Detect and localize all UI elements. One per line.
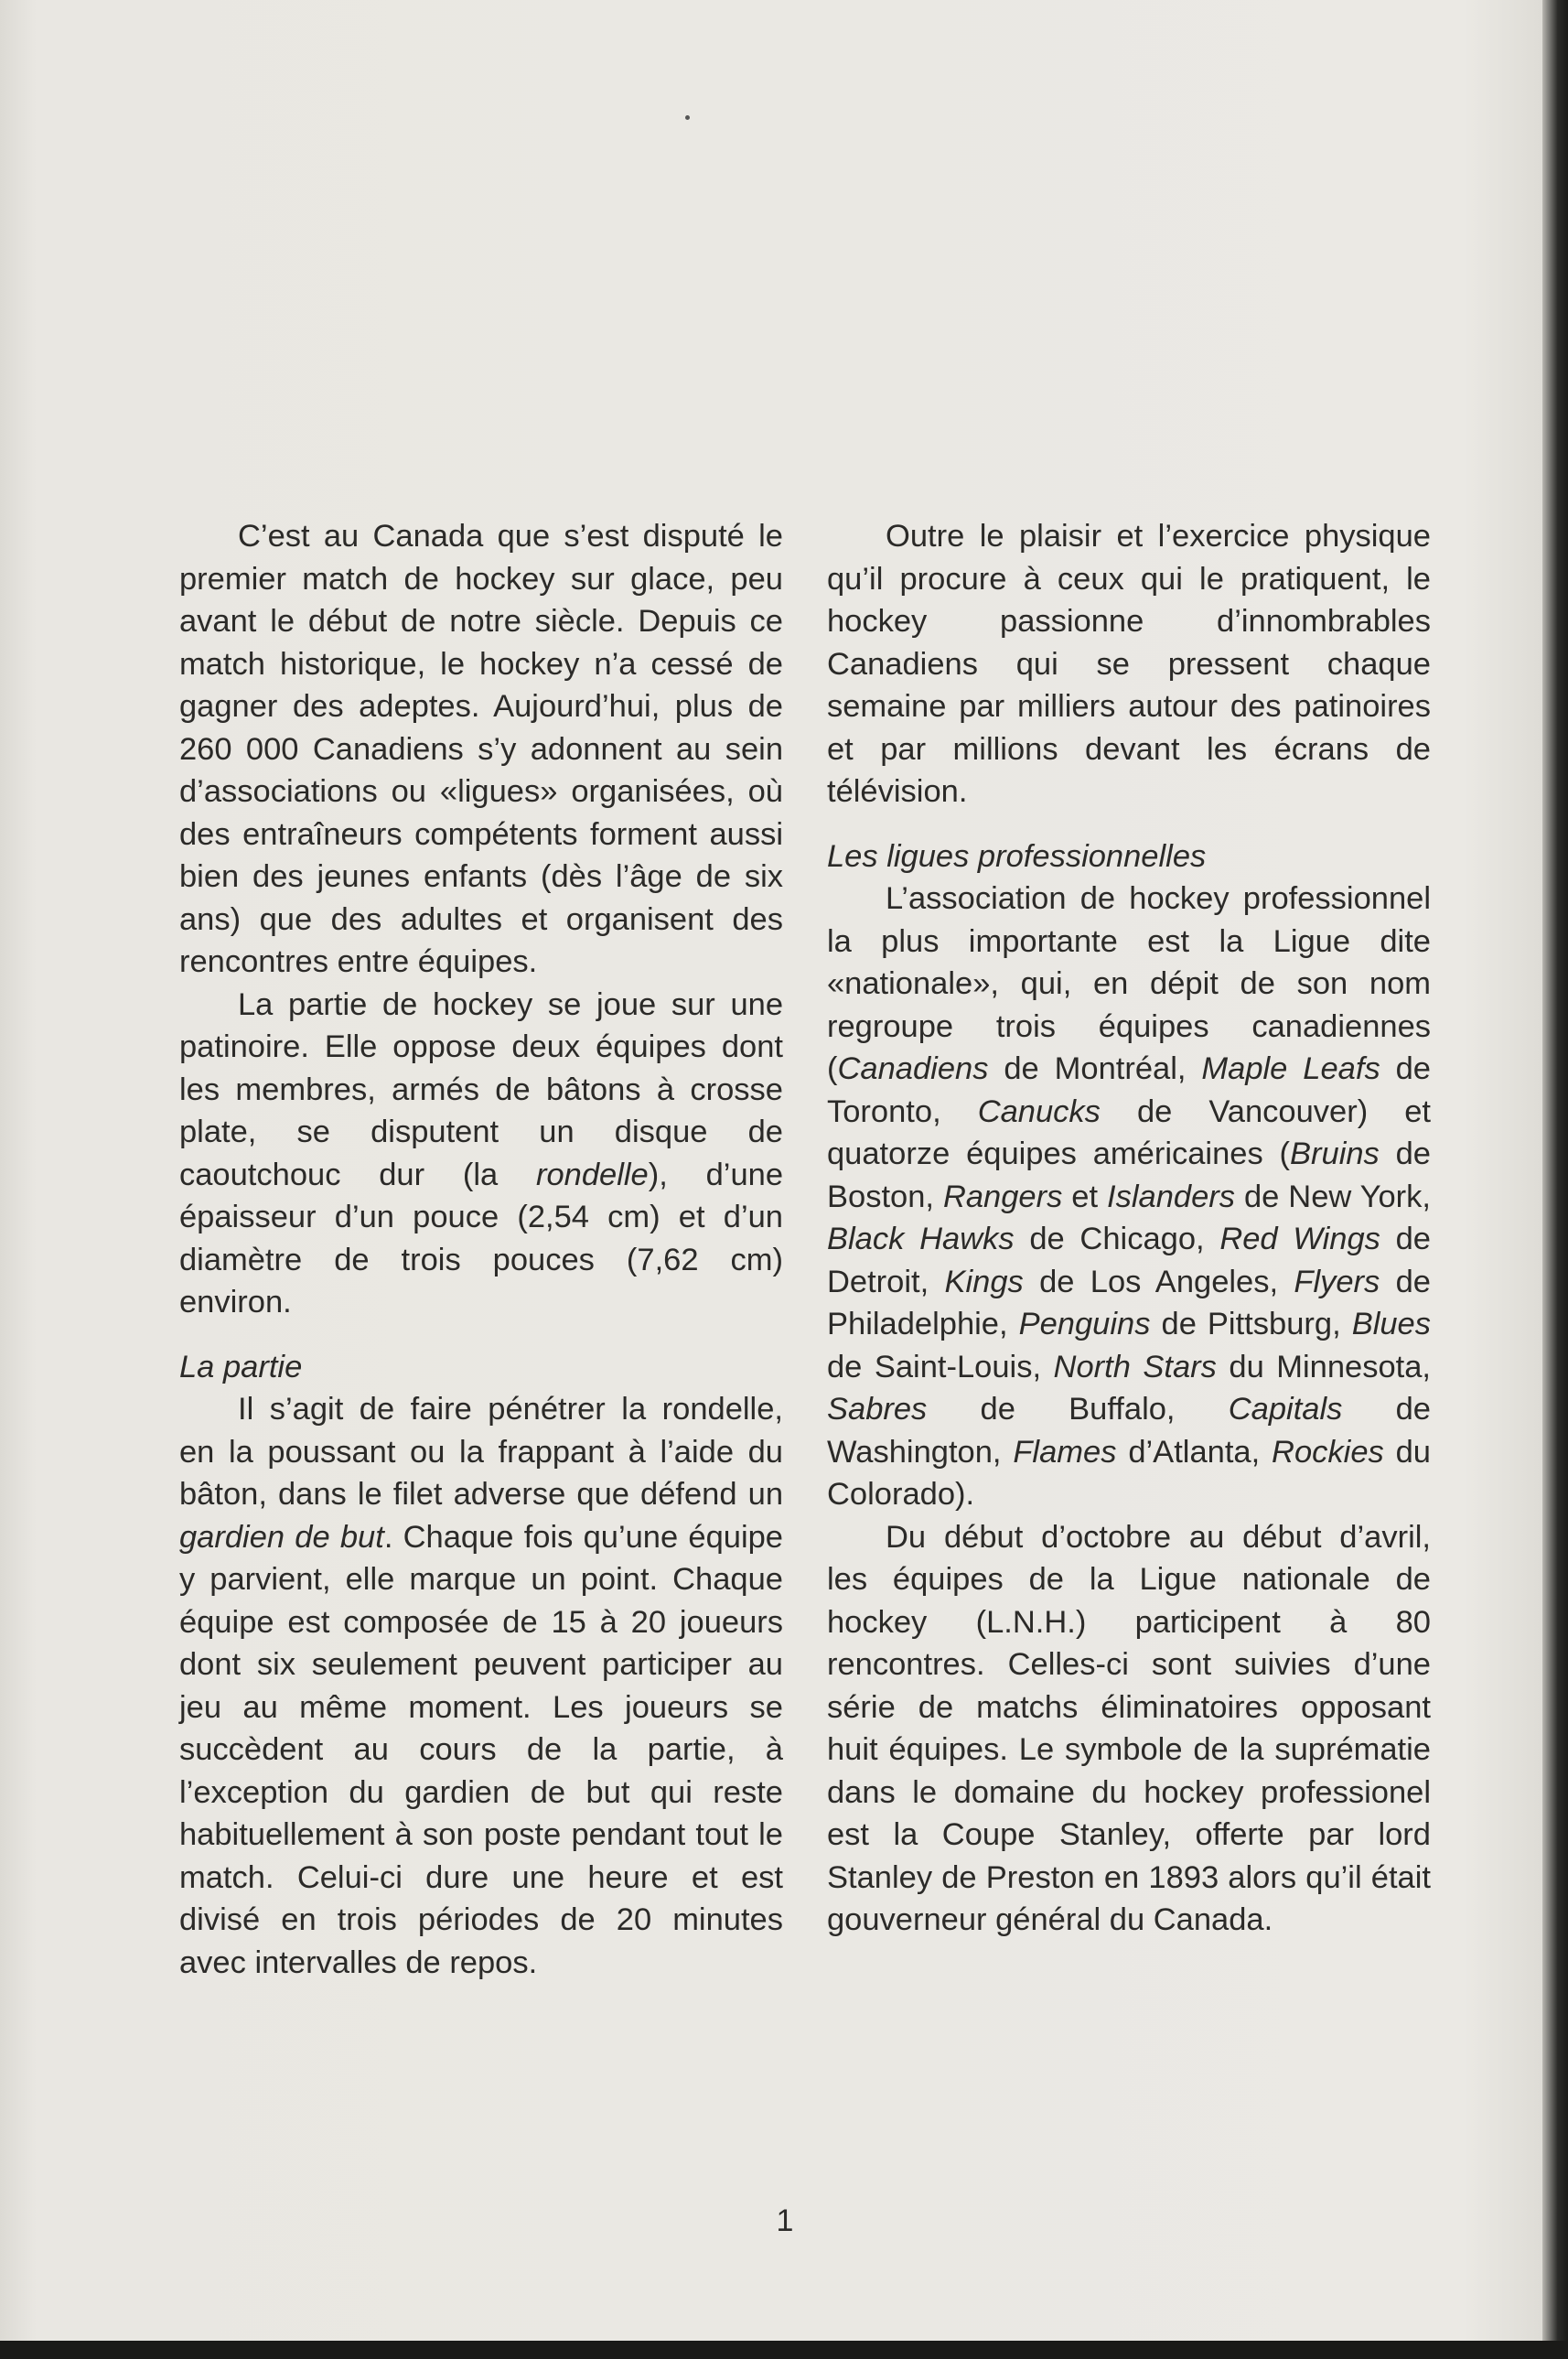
game-paragraph: Il s’agit de faire pénétrer la rondelle, en la poussant ou la frappant à l’aide du bâton, dans le filet adverse que défend un gardien de but. Chaque fois qu’une équipe y parvient, elle marque un point. Chaque équipe est composée de 15 à 20 joueurs dont six seulement peuvent participer au jeu au même moment. Les joueurs se succèdent au cours de la partie, à l’exception du gardien de but qui reste habituellement à son poste pendant tout le match. Celui-ci dure une heure et est divisé en trois périodes de 20 minutes avec intervalles de repos. [179,1392,783,1980]
section-heading-la-partie: La partie [179,1349,303,1384]
rink-paragraph: La partie de hockey se joue sur une patinoire. Elle oppose deux équipes dont les membres, armés de bâtons à crosse plate, se disputent un disque de caoutchouc dur (la rondelle), d’une épaisseur d’un pouce (2,54 cm) et d’un diamètre de trois pouces (7,62 cm) environ. [179,986,784,1320]
league-paragraph: L’association de hockey professionnel la plus importante est la Ligue dite «nationale», qui, en dépit de son nom regroupe trois équipes canadiennes (Canadiens de Montréal, Maple Leafs de Toronto, Canucks de Vancouver) et quatorze équipes américaines (Bruins de Boston, Rangers et Islanders de New York, Black Hawks de Chicago, Red Wings de Detroit, Kings de Los Angeles, Flyers de Philadelphie, Penguins de Pittsburg, Blues de Saint-Louis, North Stars du Minnesota, Sabres de Buffalo, Capitals de Washington, Flames d’Atlanta, Rockies du Colorado). [827,881,1431,1512]
left-column [179,515,783,1984]
paper-speck [685,115,690,120]
intro-paragraph: C’est au Canada que s’est disputé le premier match de hockey sur glace, peu avant le début de notre siècle. Depuis ce match historique, le hockey n’a cessé de gagner des adeptes. Aujourd’hui, plus de 260 000 Canadiens s’y adonnent au sein d’associations ou «ligues» organisées, où des entraîneurs compétents forment aussi bien des jeunes enfants (dès l’âge de six ans) que des adultes et organisent des rencontres entre équipes. [179,519,783,979]
nhl-season-paragraph: Du début d’octobre au début d’avril, les équipes de la Ligue nationale de hockey (L.N.H.) participent à 80 rencontres. Celles-ci sont suivies d’une série de matchs éliminatoires opposant huit équipes. Le symbole de la suprématie dans le domaine du hockey professionel est la Coupe Stanley, offerte par lord Stanley de Preston en 1893 alors qu’il était gouverneur général du Canada. [827,1519,1431,1937]
spectators-paragraph: Outre le plaisir et l’exercice physique qu’il procure à ceux qui le pratiquent, le hockey passionne d’innombrables Canadiens qui se pressent chaque semaine par milliers autour des patinoires et par millions devant les écrans de télévision. [827,519,1431,809]
right-column [827,515,1431,1942]
page-number: 1 [776,2203,794,2238]
page-edge-shadow [1542,0,1568,2359]
section-heading-ligues: Les ligues professionnelles [827,838,1207,874]
scan-border [0,2341,1568,2359]
